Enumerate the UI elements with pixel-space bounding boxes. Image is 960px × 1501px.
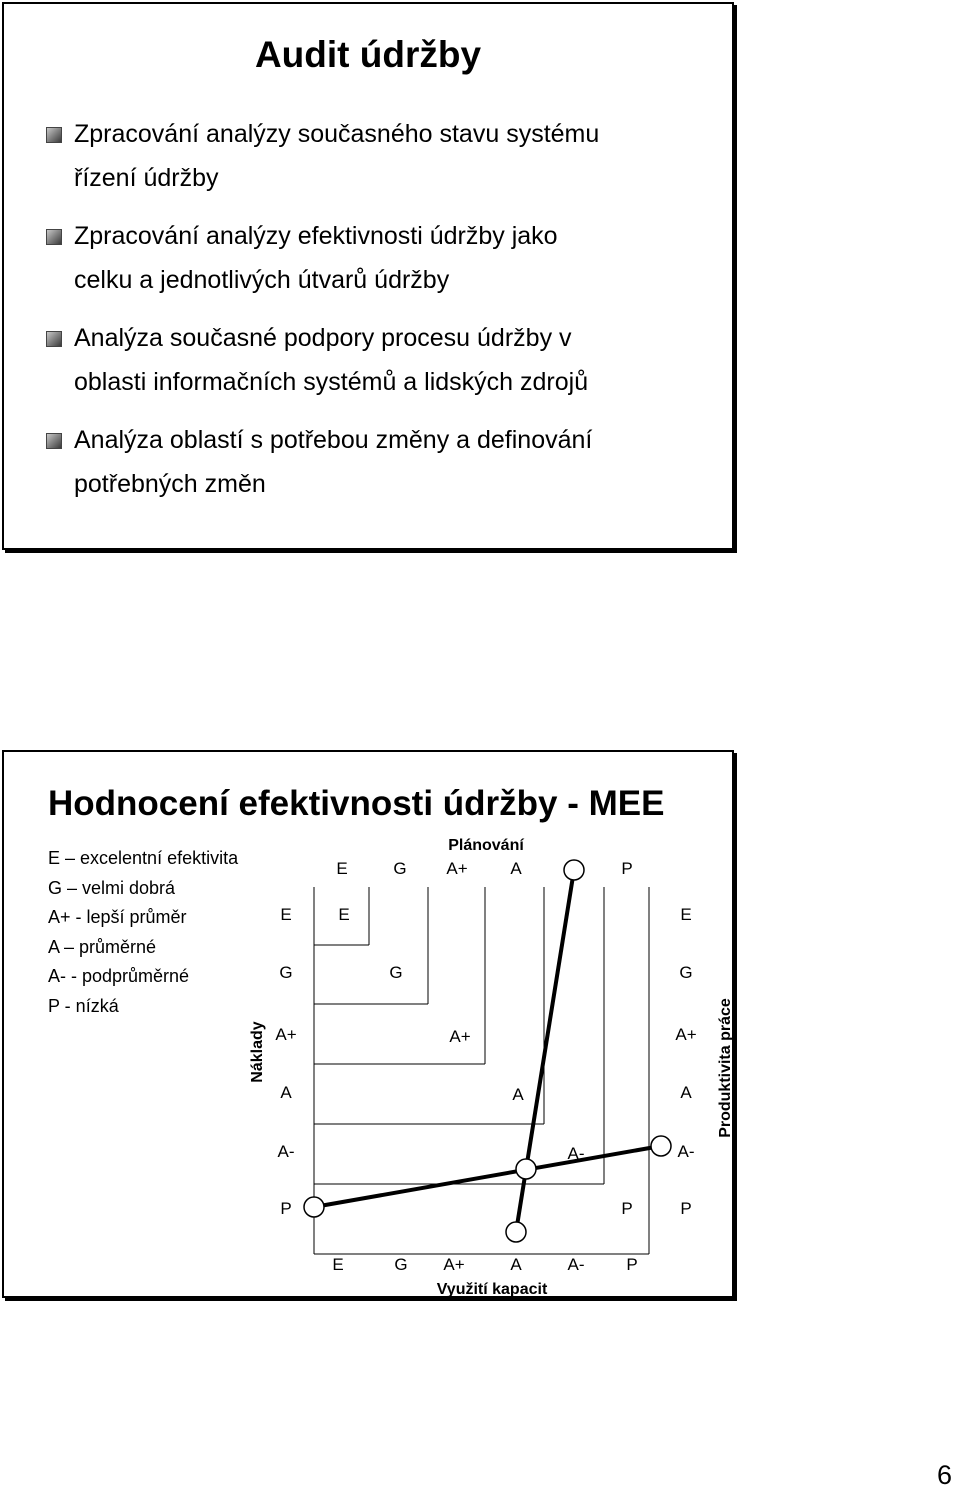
legend-item: A – průměrné bbox=[48, 936, 157, 957]
region-label: P bbox=[621, 1199, 633, 1218]
slide-mee bbox=[2, 750, 734, 1298]
region-label: A+ bbox=[449, 1027, 471, 1046]
top-axis-title: Plánování bbox=[448, 837, 524, 854]
square-bullet-icon bbox=[46, 229, 62, 245]
bullet-item bbox=[44, 112, 724, 200]
bullet-line: oblasti informačních systémů a lidských zdrojů bbox=[74, 368, 589, 396]
bottom-axis-tick: P bbox=[626, 1255, 638, 1274]
bottom-axis-title: Využití kapacit bbox=[436, 1281, 548, 1298]
right-axis-tick: A- bbox=[677, 1142, 695, 1161]
bullet-line: Zpracování analýzy efektivnosti údržby jako bbox=[74, 222, 558, 250]
left-axis-tick: E bbox=[280, 905, 292, 924]
bullet-item bbox=[44, 214, 724, 302]
right-axis-tick: A bbox=[680, 1083, 692, 1102]
planning-marker bbox=[564, 860, 584, 880]
legend-item: A+ - lepší průměr bbox=[48, 907, 187, 927]
bullet-line: Analýza současné podpory procesu údržby v bbox=[74, 324, 572, 352]
top-axis-tick: E bbox=[336, 859, 348, 878]
slide-title: Hodnocení efektivnosti údržby - MEE bbox=[48, 784, 665, 823]
top-axis-tick: A bbox=[510, 859, 522, 878]
right-axis-tick: A+ bbox=[675, 1025, 697, 1044]
cost-productivity-line bbox=[314, 1146, 661, 1207]
region-label: A bbox=[512, 1085, 524, 1104]
right-axis-tick: G bbox=[679, 963, 693, 982]
top-axis-tick: P bbox=[621, 859, 633, 878]
region-label: G bbox=[389, 963, 403, 982]
square-bullet-icon bbox=[46, 127, 62, 143]
intersection-marker bbox=[516, 1159, 536, 1179]
bullet-line: potřebných změn bbox=[74, 470, 266, 498]
mee-diagram bbox=[4, 752, 732, 1296]
bullet-list bbox=[44, 112, 724, 520]
left-axis-tick: P bbox=[280, 1199, 292, 1218]
top-axis-tick: A+ bbox=[446, 859, 468, 878]
left-axis-tick: A+ bbox=[275, 1025, 297, 1044]
bottom-axis-tick: E bbox=[332, 1255, 344, 1274]
capacity-marker bbox=[506, 1222, 526, 1242]
bottom-axis-tick: A+ bbox=[443, 1255, 465, 1274]
bullet-item bbox=[44, 316, 724, 404]
right-axis-tick: E bbox=[680, 905, 692, 924]
square-bullet-icon bbox=[46, 331, 62, 347]
legend-item: A- - podprůměrné bbox=[48, 966, 190, 986]
slide-audit bbox=[2, 2, 734, 550]
bottom-axis-tick: G bbox=[394, 1255, 408, 1274]
region-label: A- bbox=[567, 1144, 585, 1163]
page-number: 6 bbox=[936, 1460, 952, 1490]
top-axis-tick: G bbox=[393, 859, 407, 878]
bullet-line: řízení údržby bbox=[74, 164, 219, 192]
bottom-axis-tick: A bbox=[510, 1255, 522, 1274]
right-axis-tick: P bbox=[680, 1199, 692, 1218]
square-bullet-icon bbox=[46, 433, 62, 449]
bullet-item bbox=[44, 418, 724, 506]
left-axis-tick: A- bbox=[277, 1142, 295, 1161]
bottom-axis-tick: A- bbox=[567, 1255, 585, 1274]
region-label: E bbox=[338, 905, 350, 924]
right-axis-title: Produktivita práce bbox=[717, 998, 734, 1138]
left-axis-tick: G bbox=[279, 963, 293, 982]
left-axis-tick: A bbox=[280, 1083, 292, 1102]
cost-marker bbox=[304, 1197, 324, 1217]
bullet-line: Zpracování analýzy současného stavu systému bbox=[74, 120, 600, 148]
legend-item: G – velmi dobrá bbox=[48, 877, 176, 898]
left-axis-title: Náklady bbox=[249, 1021, 266, 1083]
bullet-line: Analýza oblastí s potřebou změny a definování bbox=[74, 426, 593, 454]
legend-item: E – excelentní efektivita bbox=[48, 848, 239, 868]
bullet-line: celku a jednotlivých útvarů údržby bbox=[74, 266, 450, 294]
slide-title: Audit údržby bbox=[254, 34, 482, 75]
productivity-marker bbox=[651, 1136, 671, 1156]
legend-item: P - nízká bbox=[48, 995, 119, 1016]
